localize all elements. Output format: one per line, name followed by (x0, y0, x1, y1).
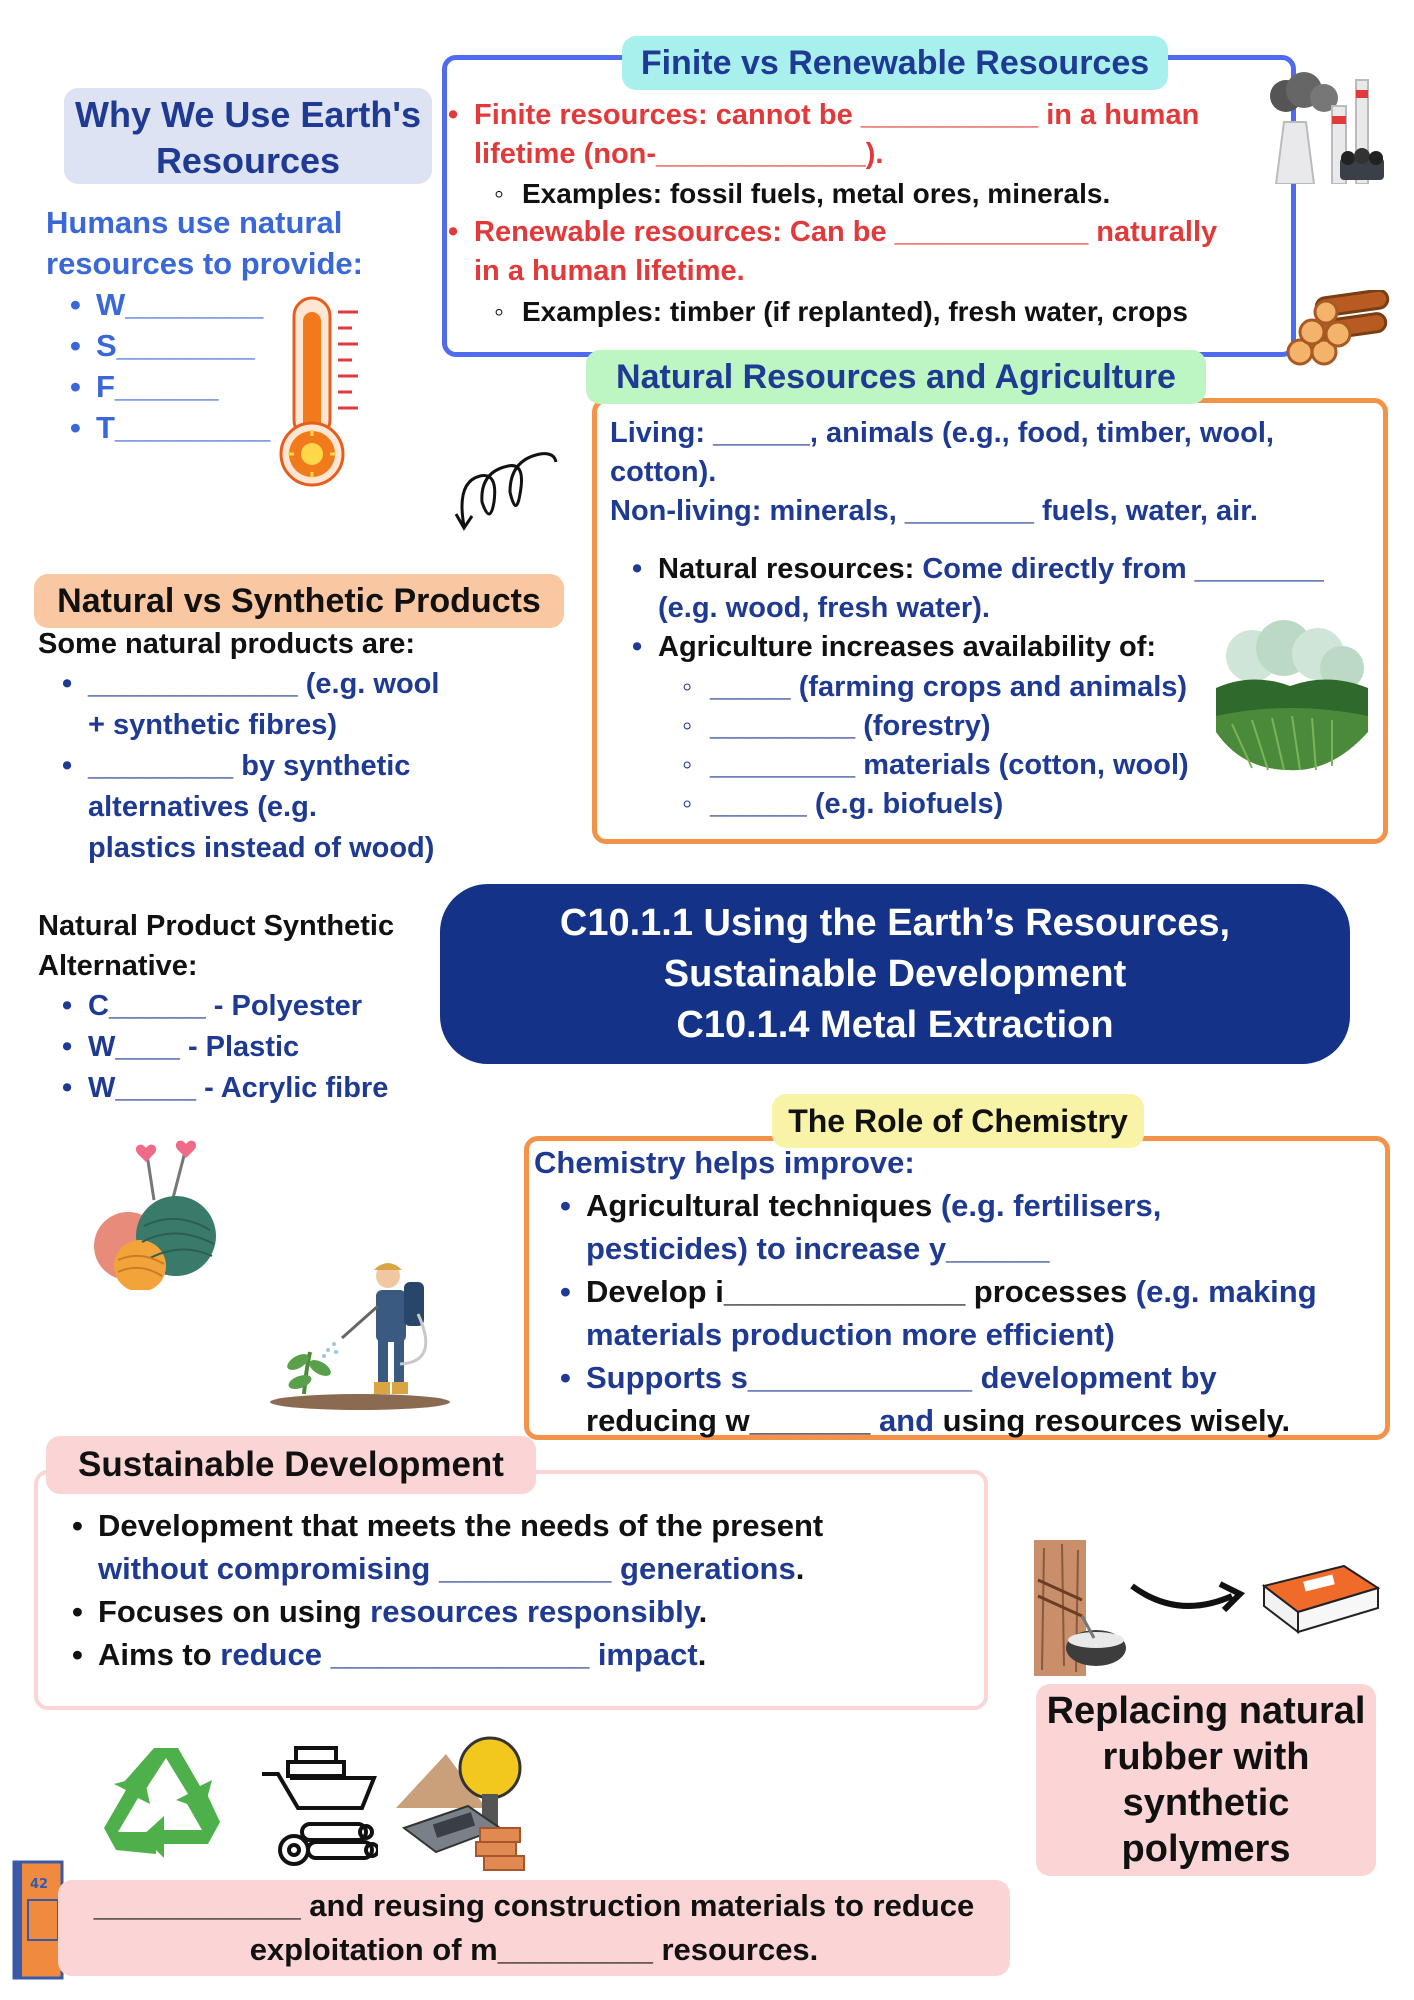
list-item: • Development that meets the needs of the present without compromising __________ generations. (64, 1504, 823, 1590)
sustain-list (64, 1504, 823, 1676)
list-item: • Focuses on using resources responsibly. (64, 1590, 823, 1633)
natsyn-title: Natural vs Synthetic Products (34, 574, 564, 628)
list-item: • W_____ - Acrylic fibre (54, 1068, 388, 1109)
chem-title: The Role of Chemistry (772, 1094, 1144, 1148)
yarn-balls-icon (92, 1130, 222, 1290)
agri-title: Natural Resources and Agriculture (586, 350, 1206, 404)
list-item: ◦ _________ materials (cotton, wool) (676, 746, 1189, 785)
list-item: ◦ _____ (farming crops and animals) (676, 668, 1189, 707)
natsyn-list (54, 664, 439, 869)
factory-icon (1262, 72, 1388, 184)
logs-icon (1286, 290, 1394, 368)
curly-arrow-icon (450, 442, 560, 534)
list-item: • _____________ (e.g. wool + synthetic fibres) (54, 664, 439, 746)
list-item: • W____ - Plastic (54, 1027, 388, 1068)
why-intro: Humans use natural resources to provide: (46, 205, 363, 281)
rubber-caption: Replacing natural rubber with synthetic polymers (1036, 1684, 1376, 1876)
agri-living: Living: ______, animals (e.g., food, timber, wool, cotton). Non-living: minerals, ________ fuels, water, air. (610, 417, 1274, 527)
rubber-tree-icon (1034, 1540, 1134, 1676)
book-number: 42 (30, 1877, 49, 1892)
farmer-spraying-icon (270, 1252, 460, 1412)
list-item: ◦ _________ (forestry) (676, 707, 1189, 746)
page-title: C10.1.1 Using the Earth’s Resources, Sustainable Development C10.1.4 Metal Extraction (440, 884, 1350, 1064)
chem-list (552, 1184, 1317, 1442)
renewable-list: • Renewable resources: Can be ____________ naturally in a human lifetime. (440, 213, 1217, 291)
finite-title: Finite vs Renewable Resources (622, 36, 1168, 90)
list-item: • F______ (62, 366, 270, 407)
wheelbarrow-icon (258, 1744, 378, 1872)
list-item: • Agricultural techniques (e.g. fertilisers, pesticides) to increase y______ (552, 1184, 1317, 1270)
construction-materials-icon (390, 1718, 540, 1878)
npsa-list (54, 986, 388, 1109)
thermometer-icon (272, 294, 362, 489)
npsa-title: Natural Product Synthetic Alternative: (38, 910, 395, 982)
list-item: • Natural resources: Come directly from ________ (e.g. wood, fresh water). (624, 550, 1324, 628)
list-item: • Develop i______________ processes (e.g. making materials production more efficient) (552, 1270, 1317, 1356)
renewable-sub: ◦ Examples: timber (if replanted), fresh water, crops (488, 292, 1188, 331)
arrow-right-icon (1128, 1570, 1248, 1620)
recycle-icon (96, 1740, 236, 1868)
why-list (62, 284, 270, 448)
list-item: • Agriculture increases availability of: (624, 628, 1324, 667)
list-item: • S________ (62, 325, 270, 366)
list-item: • Supports s_____________ development by reducing w_______ and using resources wisely. (552, 1356, 1317, 1442)
list-item: • C______ - Polyester (54, 986, 388, 1027)
finite-sub-1: ◦ Examples: fossil fuels, metal ores, minerals. (488, 174, 1110, 213)
farm-field-icon (1212, 620, 1370, 772)
eraser-icon (1254, 1556, 1384, 1636)
recycle-caption: ____________ and reusing construction materials to reduce exploitation of m_________ resources. (58, 1880, 1010, 1976)
finite-list: • Finite resources: cannot be ___________ in a human lifetime (non-_____________). (440, 96, 1199, 174)
natsyn-intro: Some natural products are: (38, 628, 416, 660)
agri-sublist (676, 668, 1189, 824)
sustain-title: Sustainable Development (46, 1436, 536, 1494)
list-item: • T_________ (62, 407, 270, 448)
chem-intro: Chemistry helps improve: (534, 1145, 915, 1180)
list-item: • W________ (62, 284, 270, 325)
list-item: • _________ by synthetic alternatives (e.g. plastics instead of wood) (54, 746, 439, 869)
list-item: ◦ ______ (e.g. biofuels) (676, 785, 1189, 824)
why-title: Why We Use Earth's Resources (64, 88, 432, 184)
list-item: • Aims to reduce _______________ impact. (64, 1633, 823, 1676)
